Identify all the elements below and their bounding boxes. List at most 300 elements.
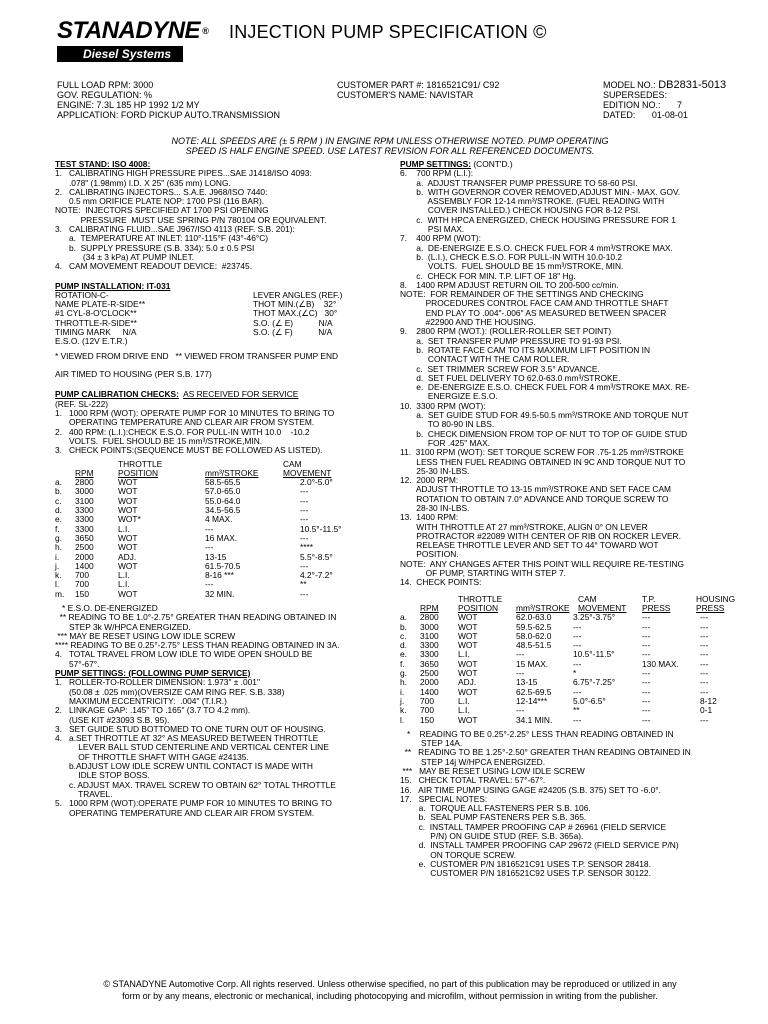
table-cell: m. — [55, 588, 65, 599]
text-line: *** MAY BE RESET USING LOW IDLE SCREW — [400, 766, 585, 776]
meta-dated: DATED: 01-08-01 — [603, 110, 688, 120]
table-cell: --- — [573, 714, 582, 725]
table-cell: --- — [205, 542, 214, 553]
table-cell: * — [573, 668, 577, 679]
text-line: OF THROTTLE SHAFT WITH GAGE #24135. — [55, 751, 249, 762]
table-cell: 3000 — [75, 486, 94, 497]
text-line: ADJUST THROTTLE TO 13-15 mm³/STROKE AND SET FACE CAM — [400, 484, 672, 495]
copyright-footer — [90, 978, 690, 1002]
table-cell: 700 — [420, 695, 434, 706]
table-cell: --- — [516, 668, 525, 679]
meta-model: MODEL NO.: DB2831-5013 — [603, 79, 727, 91]
table-cell: 0-1 — [700, 705, 713, 716]
meta-line: FULL LOAD RPM: 3000 — [57, 80, 154, 90]
table-cell: --- — [642, 649, 651, 660]
text-line: (USE KIT #23093 S.B. 95). — [55, 714, 170, 725]
table-cell: --- — [205, 579, 214, 590]
table-cell: 3300 — [420, 649, 439, 660]
text-line: RELEASE THROTTLE LEVER AND SET TO 44° TOWARD WOT — [400, 540, 659, 551]
table-cell: 34.1 MIN. — [516, 714, 553, 725]
right-heading-sub: (CONT'D.) — [473, 159, 513, 169]
text-line: * READING TO BE 0.25°-2.25° LESS THAN READING OBTAINED IN — [400, 728, 674, 739]
table-cell: L.I. — [458, 695, 470, 706]
text-line: S.O. (∠ F) N/A — [253, 327, 333, 338]
text-line: WITH THROTTLE AT 27 mm³/STROKE, ALIGN 0° ON LEVER — [400, 521, 648, 532]
table-cell: d. — [55, 505, 62, 516]
table-cell: WOT — [458, 621, 478, 632]
table-cell: --- — [700, 630, 709, 641]
text-line: 3. CALIBRATING FLUID...SAE J967/ISO 4113 (REF. S.B. 201): — [55, 224, 295, 235]
table-cell: 58.5-65.5 — [205, 477, 241, 488]
meta-line: CUSTOMER'S NAME: NAVISTAR — [337, 90, 474, 100]
table-cell: 5.0°-6.5° — [573, 695, 606, 706]
table-cell: 1400 — [75, 560, 94, 571]
table-cell: --- — [300, 532, 309, 543]
table-cell: --- — [205, 523, 214, 534]
text-line: 5. 1000 RPM (WOT):OPERATE PUMP FOR 10 MINUTES TO BRING TO — [55, 798, 332, 809]
table-cell: --- — [573, 640, 582, 651]
text-line: **** READING TO BE 0.25°-2.75° LESS THAN READING OBTAINED IN 3A. — [55, 640, 340, 651]
table-cell: 4.2°-7.2° — [300, 570, 333, 581]
table-cell: 2000 — [420, 677, 439, 688]
text-line: a. SET GUIDE STUD FOR 49.5-50.5 mm³/STROKE AND TORQUE NUT — [400, 410, 689, 421]
text-line: TO 80-90 IN LBS. — [400, 419, 495, 430]
text-line: c. SET TRIMMER SCREW FOR 3.5° ADVANCE. — [400, 363, 600, 374]
table-header-cell: PRESS — [696, 602, 725, 613]
text-line: 3. SET GUIDE STUD BOTTOMED TO ONE TURN OUT OF HOUSING. — [55, 723, 326, 734]
table-cell: 8-16 *** — [205, 570, 234, 581]
table-cell: 32 MIN. — [205, 588, 235, 599]
table-cell: k. — [55, 570, 62, 581]
table-cell: g. — [55, 532, 62, 543]
table-cell: 13-15 — [516, 677, 538, 688]
text-line: 11. 3100 RPM (WOT): SET TORQUE SCREW FOR .75-1.25 mm³/STROKE — [400, 447, 684, 458]
table-cell: --- — [642, 695, 651, 706]
table-header-cell: HOUSING — [696, 593, 736, 604]
table-cell: 12-14*** — [516, 695, 548, 706]
table-cell: 130 MAX. — [642, 658, 679, 669]
text-line: 2. LINKAGE GAP: .145" TO .165" (3.7 TO 4.2 mm). — [55, 705, 251, 716]
text-line: PROTRACTOR #22089 WITH CENTER OF RIB ON ROCKER LEVER. — [400, 530, 681, 541]
table-cell: 57.0-65.0 — [205, 486, 241, 497]
brand-name: STANADYNE — [57, 17, 201, 44]
text-line: 2. CALIBRATING INJECTORS... S.A.E. J968/ISO 7440: — [55, 186, 268, 197]
table-cell: 150 — [420, 714, 434, 725]
text-line: c. WITH HPCA ENERGIZED, CHECK HOUSING PRESSURE FOR 1 — [400, 214, 676, 225]
meta-line: CUSTOMER PART #: 1816521C91/ C92 — [337, 80, 500, 90]
table-cell: ** — [300, 579, 307, 590]
table-cell: 700 — [75, 570, 89, 581]
table-cell: 2500 — [75, 542, 94, 553]
table-cell: 3300 — [75, 514, 94, 525]
text-line: THOT MIN.(∠B) 32° — [253, 299, 337, 310]
text-line: c. CHECK FOR MIN. T.P. LIFT OF 18" Hg. — [400, 270, 576, 281]
footer-line: © STANADYNE Automotive Corp. All rights reserved. Unless otherwise specified, no part of this publication may be reproduced or utilized in any — [103, 979, 677, 989]
table-cell: --- — [642, 612, 651, 623]
text-line: ROTATION-C- — [55, 289, 109, 300]
document-title: INJECTION PUMP SPECIFICATION © — [229, 22, 547, 42]
table-cell: 34.5-56.5 — [205, 505, 241, 516]
table-cell: --- — [700, 658, 709, 669]
text-line: b. CHECK DIMENSION FROM TOP OF NUT TO TOP OF GUIDE STUD — [400, 428, 688, 439]
install-heading: PUMP INSTALLATION: IT-031 — [55, 280, 171, 291]
text-line: 13. 1400 RPM: — [400, 512, 459, 523]
text-line: 3. CHECK POINTS:(SEQUENCE MUST BE FOLLOWED AS LISTED). — [55, 445, 323, 456]
table-cell: --- — [700, 612, 709, 623]
left-column — [55, 160, 390, 818]
table-cell: L.I. — [118, 579, 130, 590]
table-cell: WOT — [458, 686, 478, 697]
table-cell: j. — [400, 695, 405, 706]
meta-line: APPLICATION: FORD PICKUP AUTO.TRANSMISSION — [57, 110, 281, 120]
table-cell: j. — [55, 560, 60, 571]
text-line: #22900 AND THE HOUSING. — [400, 317, 536, 328]
table-cell: b. — [400, 621, 407, 632]
table-cell: WOT — [458, 630, 478, 641]
calibration-lines — [55, 400, 390, 456]
text-line: 10. 3300 RPM (WOT): — [400, 400, 486, 411]
right-column — [400, 160, 745, 879]
text-line: a. DE-ENERGIZE E.S.O. CHECK FUEL FOR 4 mm³/STROKE MAX. — [400, 242, 673, 253]
table-cell: 2.0°-5.0° — [300, 477, 333, 488]
table-cell: **** — [300, 542, 314, 553]
table-cell: --- — [642, 705, 651, 716]
text-line: END PLAY TO .004"-.006" AS MEASURED BETWEEN SPACER — [400, 307, 667, 318]
table-cell: --- — [516, 705, 525, 716]
table-cell: 3300 — [75, 523, 94, 534]
table-cell: 55.0-64.0 — [205, 495, 241, 506]
text-line: 7. 400 RPM (WOT): — [400, 233, 481, 244]
table-cell: 3.25°-3.75° — [573, 612, 616, 623]
table-cell: WOT — [458, 640, 478, 651]
table-cell: --- — [516, 649, 525, 660]
text-line: 4. CAM MOVEMENT READOUT DEVICE: #23745. — [55, 261, 253, 272]
text-line: b. (L.I.), CHECK E.S.O. FOR PULL-IN WITH 10.0-10.2 — [400, 251, 622, 262]
table-cell: --- — [573, 658, 582, 669]
text-line: a. SET TRANSFER PUMP PRESSURE TO 91-93 PSI. — [400, 335, 622, 346]
table-row — [55, 590, 390, 599]
text-line: d. SET FUEL DELIVERY TO 62.0-63.0 mm³/STROKE. — [400, 372, 621, 383]
table-cell: d. — [400, 640, 407, 651]
table-cell: --- — [300, 486, 309, 497]
table-cell: c. — [400, 630, 407, 641]
text-line: IDLE STOP BOSS. — [55, 770, 150, 781]
text-line: 14. CHECK POINTS: — [400, 577, 482, 588]
table-cell: 10.5°-11.5° — [573, 649, 615, 660]
text-line: OPERATING TEMPERATURE AND CLEAR AIR FROM SYSTEM. — [55, 417, 315, 428]
table-cell: 62.0-63.0 — [516, 612, 552, 623]
table-cell: 3650 — [420, 658, 439, 669]
settings-heading: PUMP SETTINGS: (FOLLOWING PUMP SERVICE) — [55, 668, 251, 679]
text-line: FOR .425" MAX. — [400, 437, 491, 448]
table-cell: g. — [400, 668, 407, 679]
table-cell: 3300 — [75, 505, 94, 516]
table-header-cell: THROTTLE — [118, 458, 163, 469]
text-line: STEP 3k W/HPCA ENERGIZED. — [55, 621, 191, 632]
text-line: THROTTLE-R-SIDE** — [55, 317, 137, 328]
table-cell: --- — [700, 668, 709, 679]
text-line: PROCEDURES CONTROL FACE CAM AND THROTTLE SHAFT — [400, 298, 669, 309]
settings-lines — [55, 678, 390, 817]
table-row — [55, 534, 390, 543]
text-line: ASSEMBLY FOR 12-14 mm³/STROKE. (FUEL READING WITH — [400, 196, 665, 207]
table-cell: a. — [55, 477, 62, 488]
text-line: TIMING MARK N/A — [55, 327, 137, 338]
meta-right — [603, 80, 726, 120]
text-line: LEVER ANGLES (REF.) — [253, 289, 343, 300]
text-line: POSITION. — [400, 549, 459, 560]
text-line: VOLTS. FUEL SHOULD BE 15 mm³/STROKE,MIN. — [55, 435, 263, 446]
text-line: b. SUPPLY PRESSURE (S.B. 334): 5.0 ± 0.5 PSI — [55, 242, 255, 253]
table-cell: 3100 — [420, 630, 439, 641]
text-line: VOLTS. FUEL SHOULD BE 15 mm³/STROKE, MIN. — [400, 261, 624, 272]
table-cell: 3000 — [420, 621, 439, 632]
meta-line: ENGINE: 7.3L 185 HP 1992 1/2 MY — [57, 100, 200, 110]
text-line: c. ADJUST MAX. TRAVEL SCREW TO OBTAIN 62° TOTAL THROTTLE — [55, 779, 336, 790]
table-header-cell: mm³/STROKE — [516, 602, 570, 613]
text-line: COVER INSTALLED.) CHECK HOUSING FOR 8-12 PSI. — [400, 205, 641, 216]
text-line: e. DE-ENERGIZE E.S.O. CHECK FUEL FOR 4 mm³/STROKE MAX. RE- — [400, 382, 690, 393]
table-cell: 3650 — [75, 532, 94, 543]
table-cell: --- — [700, 686, 709, 697]
text-line: ** READING TO BE 1.25°-2.50° GREATER THAN READING OBTAINED IN — [400, 747, 691, 758]
text-line: ** READING TO BE 1.0°-2.75° GREATER THAN READING OBTAINED IN — [55, 612, 337, 623]
table-cell: f. — [400, 658, 405, 669]
table-cell: k. — [400, 705, 407, 716]
table-cell: 2000 — [75, 551, 94, 562]
table-cell: WOT — [118, 588, 138, 599]
table-cell: --- — [642, 621, 651, 632]
text-line: 25-30 IN-LBS. — [400, 465, 470, 476]
table-header-cell: RPM — [75, 467, 94, 478]
table-cell: --- — [300, 588, 309, 599]
text-line: a. TEMPERATURE AT INLET: 110°-115°F (43°-46°C) — [55, 233, 269, 244]
table-cell: c. — [55, 495, 62, 506]
text-line: ENERGIZE E.S.O. — [400, 391, 498, 402]
table-cell: 13-15 — [205, 551, 227, 562]
text-line: a. TORQUE ALL FASTENERS PER S.B. 106. — [400, 803, 591, 814]
text-line: P/N) ON GUIDE STUD (REF. S.B. 365a). — [400, 831, 584, 842]
table-cell: WOT — [118, 505, 138, 516]
text-line: NAME PLATE-R-SIDE** — [55, 299, 146, 310]
text-line: THOT MAX.(∠C) 30° — [253, 308, 338, 319]
table-row — [400, 716, 745, 725]
table-cell: e. — [400, 649, 407, 660]
install-block — [55, 291, 390, 347]
text-line: 1. ROLLER-TO-ROLLER DIMENSION: 1.973" ± .001" — [55, 677, 260, 688]
text-line: LEVER BALL STUD CENTERLINE AND VERTICAL CENTER LINE — [55, 742, 329, 753]
text-line: PRESSURE MUST USE SPRING P/N 780104 OR EQUIVALENT. — [55, 214, 327, 225]
meta-line: GOV. REGULATION: % — [57, 90, 153, 100]
table-cell: WOT — [458, 612, 478, 623]
install-left — [55, 291, 145, 347]
table-cell: 59.5-62.5 — [516, 621, 552, 632]
test-stand-lines — [55, 169, 390, 271]
table-header-cell: RPM — [420, 602, 439, 613]
table-cell: h. — [55, 542, 62, 553]
note-line: SPEED IS HALF ENGINE SPEED. USE LATEST REVISION FOR ALL REFERENCED DOCUMENTS. — [185, 146, 595, 156]
table-header-cell: mm³/STROKE — [205, 467, 259, 478]
table-header-cell: MOVEMENT — [578, 602, 627, 613]
text-line: .078" (1.98mm) I.D. X 25" (635 mm) LONG. — [55, 177, 231, 188]
text-line: S.O. (∠ E) N/A — [253, 317, 333, 328]
table-cell: L.I. — [458, 705, 470, 716]
table-cell: WOT* — [118, 514, 141, 525]
table-cell: 48.5-51.5 — [516, 640, 552, 651]
text-line: NOTE: ANY CHANGES AFTER THIS POINT WILL REQUIRE RE-TESTING — [400, 558, 685, 569]
table-cell: WOT — [118, 532, 138, 543]
table-cell: --- — [700, 640, 709, 651]
meta-left — [57, 80, 280, 120]
table-header-cell: POSITION — [118, 467, 159, 478]
text-line: LESS THEN FUEL READING OBTAINED IN 9C AND TORQUE NUT TO — [400, 456, 686, 467]
text-line: b.ADJUST LOW IDLE SCREW UNTIL CONTACT IS MADE WITH — [55, 761, 313, 772]
table-cell: --- — [300, 505, 309, 516]
table-cell: 1400 — [420, 686, 439, 697]
table-cell: 15 MAX. — [516, 658, 549, 669]
table-header-cell: PRESS — [642, 602, 671, 613]
text-line: E.S.O. (12V E.T.R.) — [55, 336, 128, 347]
table-cell: --- — [573, 630, 582, 641]
table-cell: 5.5°-8.5° — [300, 551, 333, 562]
table-cell: --- — [700, 714, 709, 725]
table-cell: l. — [55, 579, 60, 590]
table-cell: --- — [700, 677, 709, 688]
table-cell: --- — [300, 514, 309, 525]
install-right — [253, 291, 342, 337]
table-cell: e. — [55, 514, 62, 525]
right-lines-a — [400, 169, 745, 587]
table-cell: --- — [642, 714, 651, 725]
text-line: 28-30 IN-LBS. — [400, 502, 470, 513]
table-cell: L.I. — [458, 649, 470, 660]
table-cell: --- — [642, 677, 651, 688]
text-line: b. WITH GOVERNOR COVER REMOVED,ADJUST MIN.- MAX. GOV. — [400, 186, 681, 197]
install-note-1: * VIEWED FROM DRIVE END ** VIEWED FROM TRANSFER PUMP END — [55, 350, 339, 361]
table-cell: --- — [642, 640, 651, 651]
text-line: NOTE: FOR REMAINDER OF THE SETTINGS AND CHECKING — [400, 289, 644, 300]
table-cell: --- — [642, 630, 651, 641]
text-line: d. INSTALL TAMPER PROOFING CAP 29672 (FIELD SERVICE P/N) — [400, 840, 679, 851]
table-cell: 58.0-62.0 — [516, 630, 552, 641]
text-line: MAXIMUM ECCENTRICITY: .004" (T.I.R.) — [55, 695, 227, 706]
text-line: * E.S.O. DE-ENERGIZED — [55, 602, 158, 613]
table-cell: --- — [642, 686, 651, 697]
text-line: OF PUMP, STARTING WITH STEP 7. — [400, 568, 566, 579]
table-cell: WOT — [458, 658, 478, 669]
text-line: a. ADJUST TRANSFER PUMP PRESSURE TO 58-60 PSI. — [400, 177, 638, 188]
table-header-row — [400, 595, 745, 604]
table-cell: 150 — [75, 588, 89, 599]
text-line: 12. 2000 RPM: — [400, 475, 459, 486]
table-cell: i. — [400, 686, 405, 697]
table-cell: f. — [55, 523, 60, 534]
text-line: ON TORQUE SCREW. — [400, 849, 517, 860]
calibration-subheading: AS RECEIVED FOR SERVICE — [183, 389, 299, 400]
table-cell: --- — [573, 686, 582, 697]
text-line: e. CUSTOMER P/N 1816521C91 USES T.P. SENSOR 28418. — [400, 858, 651, 869]
table-cell: ** — [573, 705, 580, 716]
meta-edition: EDITION NO.: 7 — [603, 100, 683, 110]
text-line: 0.5 mm ORIFICE PLATE NOP: 1700 PSI (116 BAR). — [55, 196, 265, 207]
table-cell: 61.5-70.5 — [205, 560, 241, 571]
table-cell: b. — [55, 486, 62, 497]
text-line: 57°-67°. — [55, 658, 100, 669]
table-cell: l. — [400, 714, 405, 725]
text-line: 16. AIR TIME PUMP USING GAGE #24205 (S.B. 375) SET TO -6.0°. — [400, 784, 661, 795]
note-line: NOTE: ALL SPEEDS ARE (± 5 RPM ) IN ENGINE RPM UNLESS OTHERWISE NOTED. PUMP OPERATING — [171, 136, 609, 146]
text-line: (34 ± 3 kPa) AT PUMP INLET. — [55, 251, 195, 262]
table-cell: 700 — [420, 705, 434, 716]
text-line: (REF. SL-222) — [55, 398, 109, 409]
text-line: 6. 700 RPM (L.I.): — [400, 168, 474, 179]
text-line: 4. TOTAL TRAVEL FROM LOW IDLE TO WIDE OPEN SHOULD BE — [55, 649, 313, 660]
left-check-table — [55, 460, 390, 599]
install-note-2: AIR TIMED TO HOUSING (PER S.B. 177) — [55, 369, 212, 380]
right-lines-b — [400, 730, 745, 879]
table-header-cell: THROTTLE — [458, 593, 503, 604]
table-cell: 2800 — [75, 477, 94, 488]
table-header-cell: T.P. — [642, 593, 656, 604]
table-cell: 3300 — [420, 640, 439, 651]
text-line: b. ROTATE FACE CAM TO ITS MAXIMUM LIFT POSITION IN — [400, 344, 651, 355]
table-cell: L.I. — [118, 523, 130, 534]
table-header-cell: CAM — [578, 593, 597, 604]
table-cell: 8-12 — [700, 695, 717, 706]
text-line: ROTATION TO OBTAIN 7.0° ADVANCE AND TORQUE SCREW TO — [400, 493, 669, 504]
table-cell: --- — [300, 495, 309, 506]
text-line: 15. CHECK TOTAL TRAVEL: 57°-67°. — [400, 775, 546, 786]
table-cell: --- — [300, 560, 309, 571]
calibration-heading: PUMP CALIBRATION CHECKS: — [55, 389, 179, 400]
document-header — [57, 18, 737, 68]
table-cell: h. — [400, 677, 407, 688]
meta-middle — [337, 80, 499, 100]
text-line: c. INSTALL TAMPER PROOFING CAP # 26961 (FIELD SERVICE — [400, 821, 667, 832]
meta-supersedes: SUPERSEDES: — [603, 90, 668, 100]
table-header-cell: POSITION — [458, 602, 499, 613]
text-line: CONTACT WITH THE CAM ROLLER. — [400, 354, 570, 365]
text-line: TRAVEL. — [55, 788, 113, 799]
table-row — [55, 571, 390, 580]
table-cell: L.I. — [118, 570, 130, 581]
text-line: 4. a.SET THROTTLE AT 32° AS MEASURED BETWEEN THROTTLE — [55, 733, 319, 744]
text-line: *** MAY BE RESET USING LOW IDLE SCREW — [55, 630, 236, 641]
table-cell: WOT — [118, 486, 138, 497]
table-cell: 2500 — [420, 668, 439, 679]
right-heading: PUMP SETTINGS: — [400, 159, 472, 169]
table-cell: --- — [642, 668, 651, 679]
text-line: 9. 2800 RPM (WOT.): (ROLLER-ROLLER SET POINT) — [400, 326, 612, 337]
table-cell: 2800 — [420, 612, 439, 623]
table-cell: WOT — [118, 542, 138, 553]
table-cell: 700 — [75, 579, 89, 590]
text-line: 2. 400 RPM: (L.I.):CHECK E.S.O. FOR PULL-IN WITH 10.0 -10.2 — [55, 426, 310, 437]
text-line: CUSTOMER P/N 1816521C92 USES T.P. SENSOR 30122. — [400, 868, 651, 879]
table-cell: 3100 — [75, 495, 94, 506]
text-line: NOTE: INJECTORS SPECIFIED AT 1700 PSI OPENING — [55, 205, 269, 216]
text-line: (50.08 ± .025 mm)(OVERSIZE CAM RING REF. S.B. 338) — [55, 686, 285, 697]
table-cell: 16 MAX. — [205, 532, 238, 543]
table-cell: ADJ. — [118, 551, 137, 562]
brand-reg: ® — [202, 26, 209, 36]
right-check-table — [400, 595, 745, 725]
text-line: STEP 14A. — [400, 738, 463, 749]
table-cell: --- — [573, 621, 582, 632]
brand-division: Diesel Systems — [57, 46, 183, 62]
table-cell: 4 MAX. — [205, 514, 233, 525]
stanadyne-logo — [57, 17, 209, 62]
